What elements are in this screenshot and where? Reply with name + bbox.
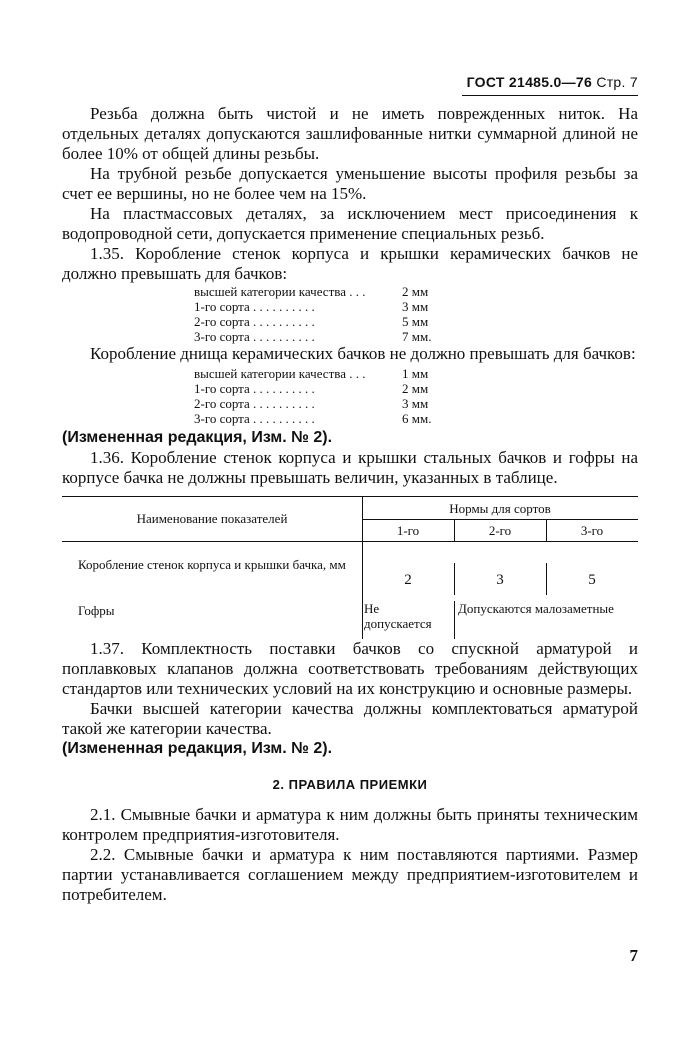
paragraph-2-2: 2.2. Смывные бачки и арматура к ним поставляются партиями. Размер партии устанавливается соглашением между предприятием-изготовителем и потребителем. — [62, 845, 638, 904]
paragraph-thread: Резьба должна быть чистой и не иметь поврежденных ниток. На отдельных деталях допускаются зашлифованные нитки суммарной длиной не более 10% от общей длины резьбы. — [62, 104, 638, 163]
row-value-allowed: Допускаются малозаметные — [458, 601, 614, 616]
header-rule — [462, 95, 638, 96]
header-text — [467, 74, 638, 90]
spec-row — [194, 411, 454, 426]
row-value: 2 — [404, 572, 412, 588]
paragraph-plastic-parts: На пластмассовых деталях, за исключением мест присоединения к водопроводной сети, допускается применение специальных резьб. — [62, 204, 638, 243]
spec-value: 2 мм — [402, 284, 429, 299]
spec-row — [194, 396, 454, 411]
paragraph-1-36: 1.36. Коробление стенок корпуса и крышки стальных бачков и гофры на корпусе бачка не должны превышать величин, указанных в таблице. — [62, 448, 638, 487]
spec-label: 2-го сорта . . . . . . . . . . — [194, 314, 315, 329]
section-title: 2. ПРАВИЛА ПРИЕМКИ — [272, 777, 428, 792]
document-body — [62, 104, 638, 905]
grade-header: 1-го — [396, 523, 420, 538]
page-number: 7 — [629, 946, 638, 965]
spec-value: 7 мм. — [402, 329, 432, 344]
row-value: 5 — [588, 572, 596, 588]
page-header — [62, 74, 638, 100]
row-label-corrugation: Гофры — [78, 603, 115, 618]
spec-value: 5 мм — [402, 314, 429, 329]
spec-list-walls — [194, 284, 454, 344]
grade-header: 2-го — [488, 523, 512, 538]
page-label: Стр. 7 — [596, 74, 638, 90]
amendment-note: (Измененная редакция, Изм. № 2). — [62, 429, 333, 446]
spec-label: 1-го сорта . . . . . . . . . . — [194, 299, 315, 314]
paragraph-1-37: 1.37. Комплектность поставки бачков со спускной арматурой и поплавковых клапанов должна соответствовать требованиям действующих стандартов или технических условий на их конструкцию и основные размеры. — [62, 639, 638, 698]
row-label-warp: Коробление стенок корпуса и крышки бачка, мм — [78, 557, 346, 572]
spec-value: 2 мм — [402, 381, 429, 396]
paragraph-bottom-warp: Коробление днища керамических бачков не должно превышать для бачков: — [90, 344, 636, 363]
grade-header: 3-го — [580, 523, 604, 538]
paragraph-pipe-thread: На трубной резьбе допускается уменьшение высоты профиля резьбы за счет ее вершины, но не более чем на 15%. — [62, 164, 638, 203]
spec-row — [194, 314, 454, 329]
spec-label: высшей категории качества . . . — [194, 284, 366, 299]
spec-row — [194, 329, 454, 344]
column-header-norms: Нормы для сортов — [449, 501, 551, 516]
spec-row — [194, 284, 454, 299]
spec-value: 6 мм. — [402, 411, 432, 426]
spec-label: 1-го сорта . . . . . . . . . . — [194, 381, 315, 396]
spec-label: 2-го сорта . . . . . . . . . . — [194, 396, 315, 411]
amendment-note: (Измененная редакция, Изм. № 2). — [62, 740, 333, 757]
spec-label: высшей категории качества . . . — [194, 366, 366, 381]
table-divider — [454, 601, 455, 639]
spec-value: 3 мм — [402, 396, 429, 411]
paragraph-2-1: 2.1. Смывные бачки и арматура к ним должны быть приняты техническим контролем предприятия-изготовителя. — [62, 805, 638, 844]
spec-label: 3-го сорта . . . . . . . . . . — [194, 411, 315, 426]
standard-code: ГОСТ 21485.0—76 — [466, 74, 593, 90]
spec-label: 3-го сорта . . . . . . . . . . — [194, 329, 315, 344]
row-value: 3 — [496, 572, 504, 588]
paragraph-1-35: 1.35. Коробление стенок корпуса и крышки керамических бачков не должно превышать для бачков: — [62, 244, 638, 283]
table-divider — [62, 541, 638, 542]
spec-value: 3 мм — [402, 299, 429, 314]
norms-table — [62, 496, 638, 639]
column-header-indicator: Наименование показателей — [136, 511, 288, 526]
paragraph-category: Бачки высшей категории качества должны комплектоваться арматурой такой же категории качества. — [62, 699, 638, 738]
spec-list-bottom — [194, 366, 454, 426]
spec-row — [194, 381, 454, 396]
spec-value: 1 мм — [402, 366, 429, 381]
row-value-not-allowed: Не допускается — [364, 601, 432, 631]
spec-row — [194, 366, 454, 381]
spec-row — [194, 299, 454, 314]
table-divider — [362, 519, 638, 520]
